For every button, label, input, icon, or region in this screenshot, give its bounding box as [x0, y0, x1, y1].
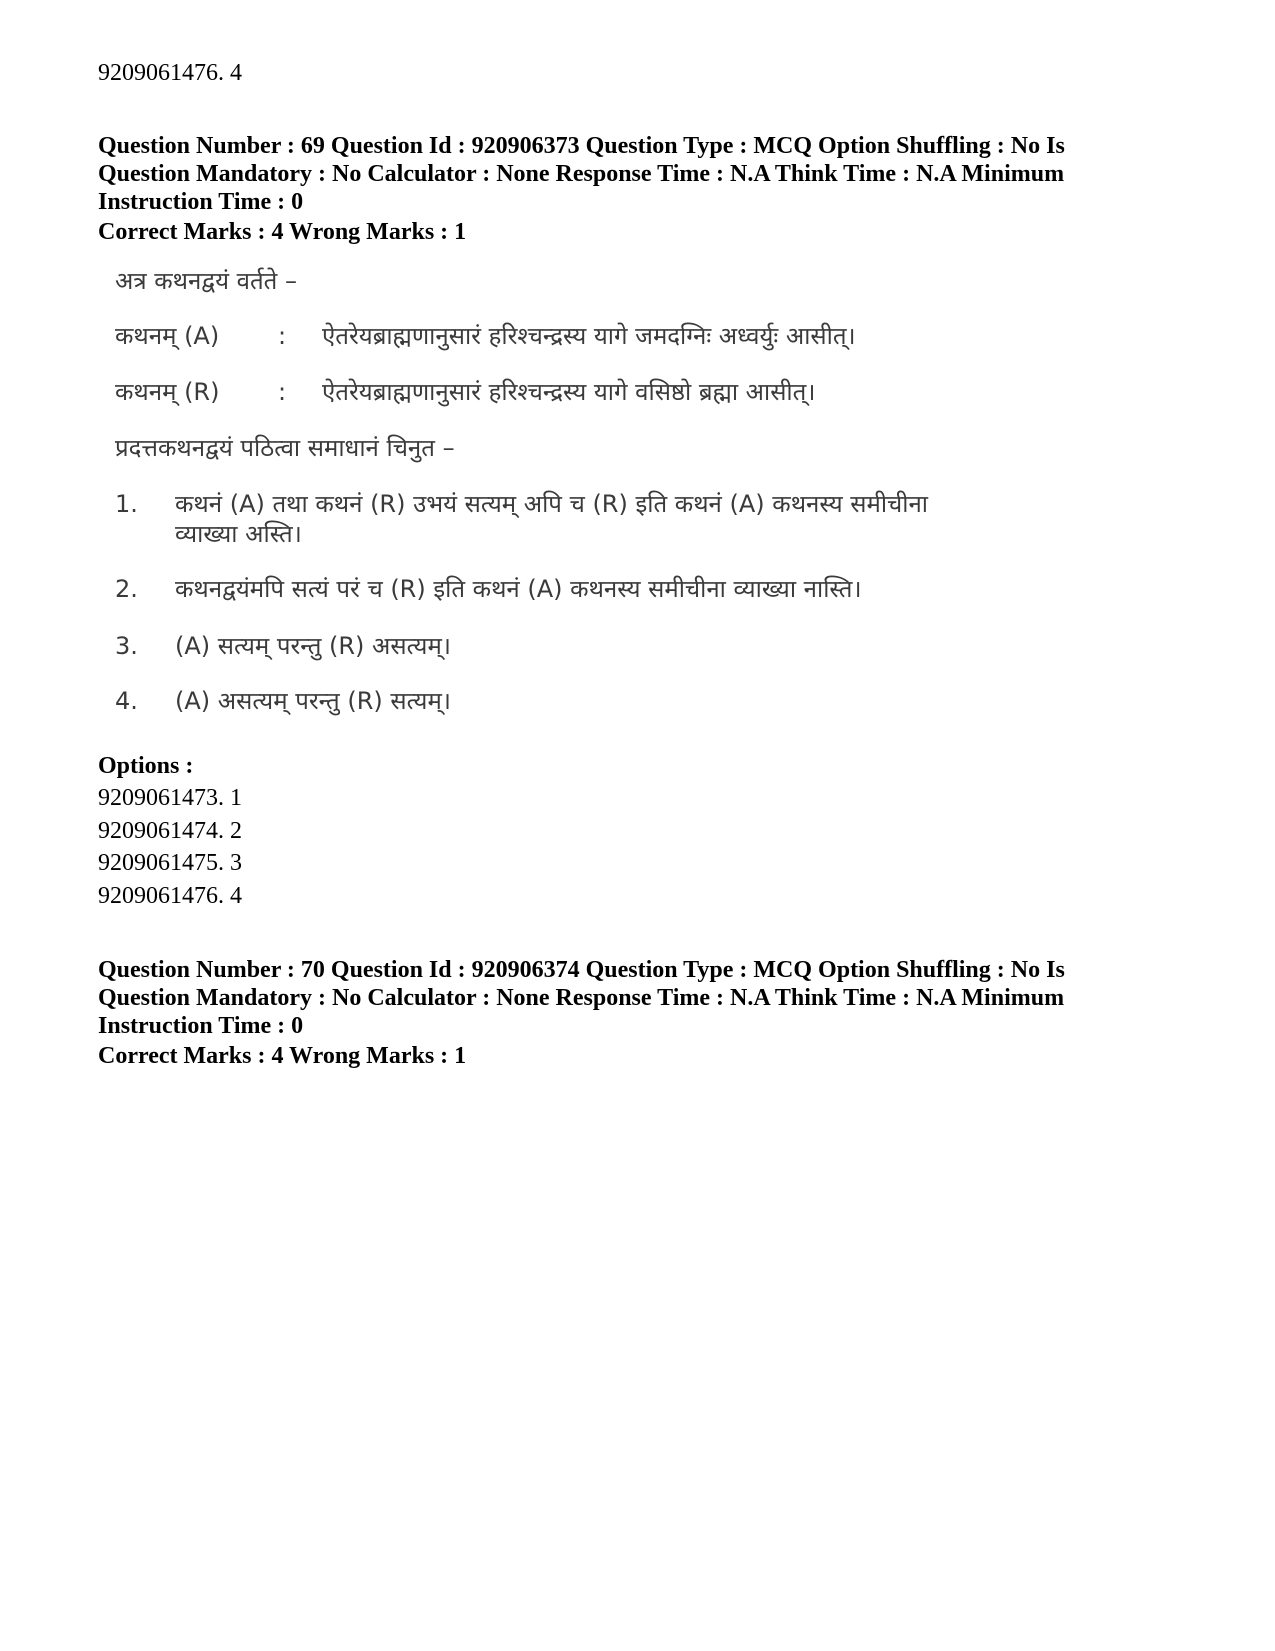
q69-intro: अत्र कथनद्वयं वर्तते – [115, 267, 297, 295]
choice-text: (A) असत्यम् परन्तु (R) सत्यम्। [175, 687, 451, 715]
statement-colon: : [278, 378, 287, 406]
q70-marks: Correct Marks : 4 Wrong Marks : 1 [98, 1043, 467, 1069]
statement-text: ऐतरेयब्राह्मणानुसारं हरिश्चन्द्रस्य यागे जमदग्निः अध्वर्युः आसीत्। [322, 322, 856, 350]
statement-text: ऐतरेयब्राह्मणानुसारं हरिश्चन्द्रस्य यागे वसिष्ठो ब्रह्मा आसीत्। [322, 378, 816, 406]
q69-option-4: 9209061476. 4 [98, 883, 242, 909]
choice-text: कथनद्वयंमपि सत्यं परं च (R) इति कथनं (A) कथनस्य समीचीना व्याख्या नास्ति। [175, 575, 862, 603]
q69-option-2: 9209061474. 2 [98, 818, 242, 844]
q69-option-3: 9209061475. 3 [98, 850, 242, 876]
q69-marks: Correct Marks : 4 Wrong Marks : 1 [98, 219, 467, 245]
q69-options-label: Options : [98, 753, 194, 779]
statement-label: कथनम् (R) [115, 378, 220, 406]
choice-number: 4. [115, 687, 138, 715]
statement-label: कथनम् (A) [115, 322, 220, 350]
statement-colon: : [278, 322, 287, 350]
choice-text: कथनं (A) तथा कथनं (R) उभयं सत्यम् अपि च (R) इति कथनं (A) कथनस्य समीचीना व्याख्या अस्ति। [175, 490, 929, 548]
choice-number: 2. [115, 575, 138, 603]
q69-instruction: प्रदत्तकथनद्वयं पठित्वा समाधानं चिनुत – [115, 434, 455, 462]
choice-number: 1. [115, 490, 138, 518]
q69-metadata: Question Number : 69 Question Id : 920906373 Question Type : MCQ Option Shuffling : No Is Question Mandatory : No Calculator : None Response Time : N.A Think Time : N.A Minimum Instruction Time : 0 [98, 133, 1065, 215]
q70-metadata: Question Number : 70 Question Id : 920906374 Question Type : MCQ Option Shuffling : No Is Question Mandatory : No Calculator : None Response Time : N.A Think Time : N.A Minimum Instruction Time : 0 [98, 957, 1065, 1039]
choice-text: (A) सत्यम् परन्तु (R) असत्यम्। [175, 632, 451, 660]
q69-option-1: 9209061473. 1 [98, 785, 242, 811]
previous-correct-answer: 9209061476. 4 [98, 60, 242, 86]
choice-number: 3. [115, 632, 138, 660]
